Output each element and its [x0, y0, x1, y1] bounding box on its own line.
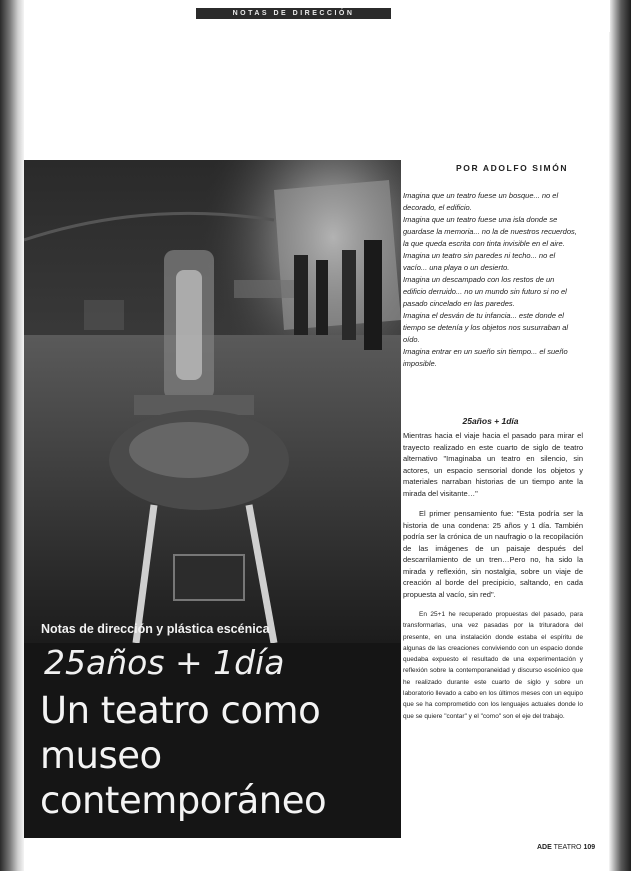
- byline: POR ADOLFO SIMÓN: [456, 163, 569, 173]
- intro-text: [403, 190, 578, 370]
- intro-paragraph: Imagina el desván de tu infancia... este donde el tiempo se detenía y los objetos nos susurraban al oído.: [403, 311, 569, 344]
- magazine-name-bold: ADE: [537, 844, 552, 851]
- magazine-name: TEATRO: [553, 844, 582, 851]
- theatre-installation-image: [24, 160, 401, 643]
- page-footer: [537, 844, 595, 851]
- body-paragraph: Mientras hacia el viaje hacia el pasado para mirar el trayecto realizado en este cuarto de siglo de teatro alternativo "Imaginaba un teatro en silencio, sin actores, un espacio sensorial donde los objetos y materiales narraban historias de un tiempo ante la mirada del visitante…": [403, 431, 583, 498]
- article-title-line1: 25años + 1día: [44, 643, 285, 682]
- section-header: NOTAS DE DIRECCIÓN: [196, 8, 391, 19]
- article-body: [403, 430, 583, 722]
- article-kicker: Notas de dirección y plástica escénica: [41, 622, 270, 636]
- article-photo: [24, 160, 401, 643]
- body-paragraph: En 25+1 he recuperado propuestas del pasado, para transformarlas, una vez pasadas por la trituradora del presente, en una instalación donde estaba el espíritu de algunas de las creaciones conviviendo con un espacio donde quedaba expuesto el resultado de una experimentación y reflexión sobre la contemporaneidad y discurso escénico que he realizado durante este cuarto de siglo y sobre un laboratorio llevado a cabo en los últimos meses con un equipo que se ha comprometido con los lenguajes actuales donde lo que se quiere "contar" y el "como" son el eje del trabajo.: [403, 611, 583, 720]
- intro-paragraph: Imagina un teatro sin paredes ni techo... no el vacío... una playa o un desierto.: [403, 251, 556, 272]
- intro-paragraph: Imagina un descampado con los restos de un edificio derruido... no un mundo sin futuro si no el pasado cincelado en las paredes.: [403, 275, 567, 308]
- subheading: 25años + 1día: [462, 416, 519, 426]
- page-edge-shadow: [609, 0, 631, 871]
- binding-shadow: [0, 0, 24, 871]
- body-paragraph: El primer pensamiento fue: "Esta podría ser la historia de una condena: 25 años y 1 día. También podría ser la crónica de un naufragio o la recopilación de las imágenes de un paisaje después del descarrilamiento de un tren…Pero no, ha sido la mirada y reflexión, sin nostalgia, sobre un viaje de creación al borde del precipicio, saltando, en cada propuesta al vacío, sin red".: [403, 509, 583, 599]
- intro-paragraph: Imagina entrar en un sueño sin tiempo... el sueño imposible.: [403, 347, 568, 368]
- page-number: 109: [583, 844, 596, 851]
- intro-paragraph: Imagina que un teatro fuese un bosque... no el decorado, el edificio.: [403, 191, 559, 212]
- article-title-line2: Un teatro como museo contemporáneo: [40, 689, 327, 822]
- intro-paragraph: Imagina que un teatro fuese una isla donde se guardase la memoria... no la de nuestros recuerdos, la que queda escrita con tinta invisible en el aire.: [403, 215, 577, 248]
